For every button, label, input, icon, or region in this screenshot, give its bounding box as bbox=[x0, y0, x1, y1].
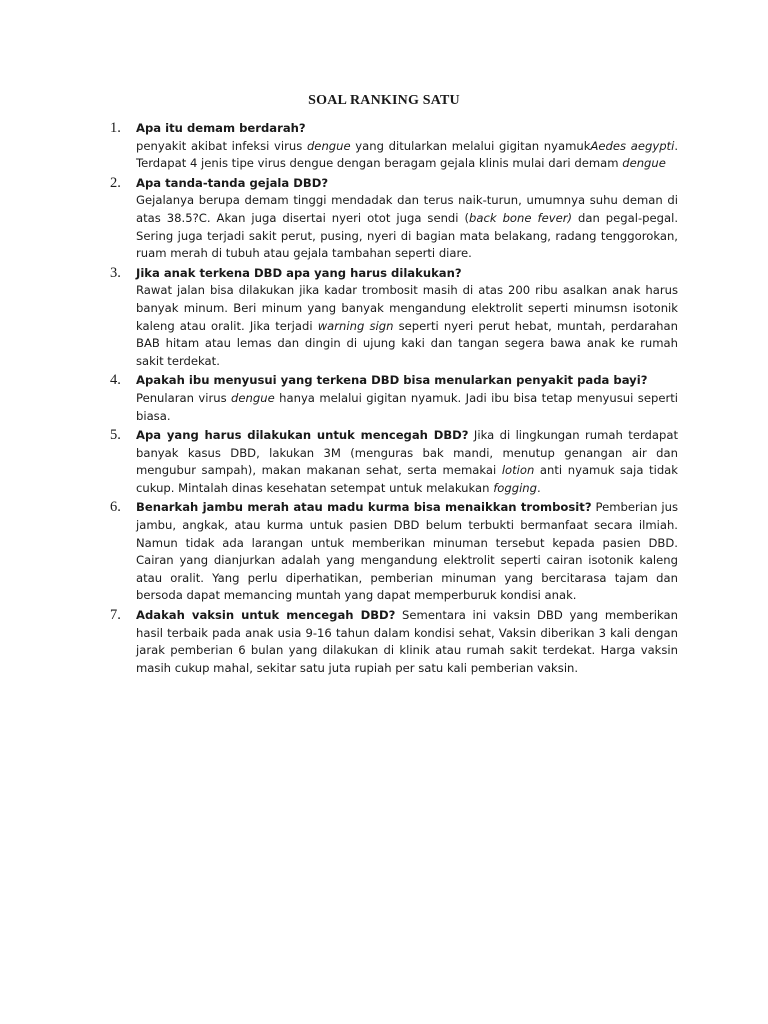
answer-segment: Rawat jalan bisa dilakukan jika kadar trombosit masih di atas 200 ribu asalkan anak harus banyak minum. Beri minum yang banyak mengandung elektrolit seperti minumsn isotonik kaleng atau oralit. Jika terjadi bbox=[136, 283, 678, 333]
answer-segment: Jika di lingkungan rumah terdapat banyak kasus DBD, lakukan 3M (menguras bak mandi, menutup genangan air dan mengubur sampah), makan makanan sehat, serta memakai bbox=[136, 428, 678, 478]
answer-italic-segment: dengue bbox=[622, 156, 666, 171]
question-text: Apa yang harus dilakukan untuk mencegah DBD? bbox=[136, 428, 469, 443]
item-number: 5. bbox=[110, 427, 121, 444]
qa-item bbox=[110, 607, 678, 677]
answer-segment: anti nyamuk saja tidak cukup. Mintalah dinas kesehatan setempat untuk melakukan bbox=[136, 463, 678, 495]
item-number: 1. bbox=[110, 120, 121, 136]
answer-italic-segment: lotion bbox=[501, 463, 535, 478]
answer-text bbox=[136, 282, 678, 370]
answer-segment: . Terdapat 4 jenis tipe virus dengue dengan beragam gejala klinis mulai dari demam bbox=[136, 138, 679, 171]
question-text: Benarkah jambu merah atau madu kurma bisa menaikkan trombosit? bbox=[136, 500, 592, 515]
question-text: Jika anak terkena DBD apa yang harus dilakukan? bbox=[136, 265, 462, 280]
item-number: 2. bbox=[110, 174, 121, 191]
answer-italic-segment: fogging bbox=[493, 480, 538, 495]
answer-segment: dan pegal-pegal. Sering juga terjadi sakit perut, pusing, nyeri di bagian mata belakang, radang tenggorokan, ruam merah di tubuh atau gejala tambahan seperti diare. bbox=[136, 210, 679, 261]
answer-segment: penyakit akibat infeksi virus bbox=[136, 138, 307, 153]
item-number: 4. bbox=[110, 372, 121, 389]
qa-item bbox=[110, 175, 678, 263]
answer-segment: Pemberian jus jambu, angkak, atau kurma untuk pasien DBD belum terbukti bermanfaat secara ilmiah. Namun tidak ada larangan untuk memberikan minuman tersebut kepada pasien DBD. Cairan yang dianjurkan adalah yang mengandung elektrolit seperti cairan isotonik kaleng atau oralit. Yang perlu diperhatikan, pemberian minuman yang bercitarasa tajam dan bersoda dapat memancing muntah yang dapat memperburuk kondisi anak. bbox=[136, 500, 678, 603]
item-number: 7. bbox=[110, 607, 121, 624]
question-text: Apakah ibu menyusui yang terkena DBD bisa menularkan penyakit pada bayi? bbox=[136, 373, 648, 388]
answer-segment: yang ditularkan melalui gigitan nyamuk bbox=[350, 138, 591, 153]
qa-item bbox=[110, 499, 678, 605]
question-text: Apa tanda-tanda gejala DBD? bbox=[136, 175, 329, 190]
qa-item bbox=[110, 427, 678, 497]
qa-item bbox=[110, 120, 678, 173]
qa-item bbox=[110, 265, 678, 371]
answer-text bbox=[136, 192, 678, 262]
answer-segment: Penularan virus bbox=[136, 390, 232, 405]
answer-italic-segment: warning sign bbox=[317, 318, 394, 333]
answer-italic-segment: Aedes aegypti bbox=[590, 138, 675, 153]
answer-segment: . bbox=[537, 480, 541, 495]
item-number: 6. bbox=[110, 499, 121, 516]
answer-text bbox=[136, 138, 678, 173]
answer-segment: hanya melalui gigitan nyamuk. Jadi ibu bisa tetap menyusui seperti biasa. bbox=[136, 390, 678, 423]
question-text: Adakah vaksin untuk mencegah DBD? bbox=[136, 608, 396, 623]
answer-italic-segment: dengue bbox=[306, 138, 351, 153]
qa-item bbox=[110, 372, 678, 425]
answer-segment: seperti nyeri perut hebat, muntah, perdarahan BAB hitam atau lemas dan dingin di ujung kaki dan tangan segera bawa anak ke rumah sakit terdekat. bbox=[136, 318, 678, 368]
item-number: 3. bbox=[110, 264, 121, 281]
document-title: SOAL RANKING SATU bbox=[308, 93, 460, 108]
answer-text bbox=[136, 500, 678, 602]
answer-italic-segment: back bone fever) bbox=[469, 210, 572, 225]
answer-italic-segment: dengue bbox=[231, 390, 275, 405]
answer-text bbox=[136, 390, 678, 425]
answer-segment: Gejalanya berupa demam tinggi mendadak dan terus naik-turun, umumnya suhu deman di atas 38.5?C. Akan juga disertai nyeri otot juga sendi ( bbox=[136, 193, 678, 225]
answer-segment: Sementara ini vaksin DBD yang memberikan hasil terbaik pada anak usia 9-16 tahun dalam kondisi sehat, Vaksin diberikan 3 kali dengan jarak pemberian 6 bulan yang dilakukan di klinik atau rumah sakit terdekat. Harga vaksin masih cukup mahal, sekitar satu juta rupiah per satu kali pemberian vaksin. bbox=[136, 608, 678, 675]
question-text: Apa itu demam berdarah? bbox=[136, 121, 306, 135]
qa-list bbox=[110, 120, 678, 679]
